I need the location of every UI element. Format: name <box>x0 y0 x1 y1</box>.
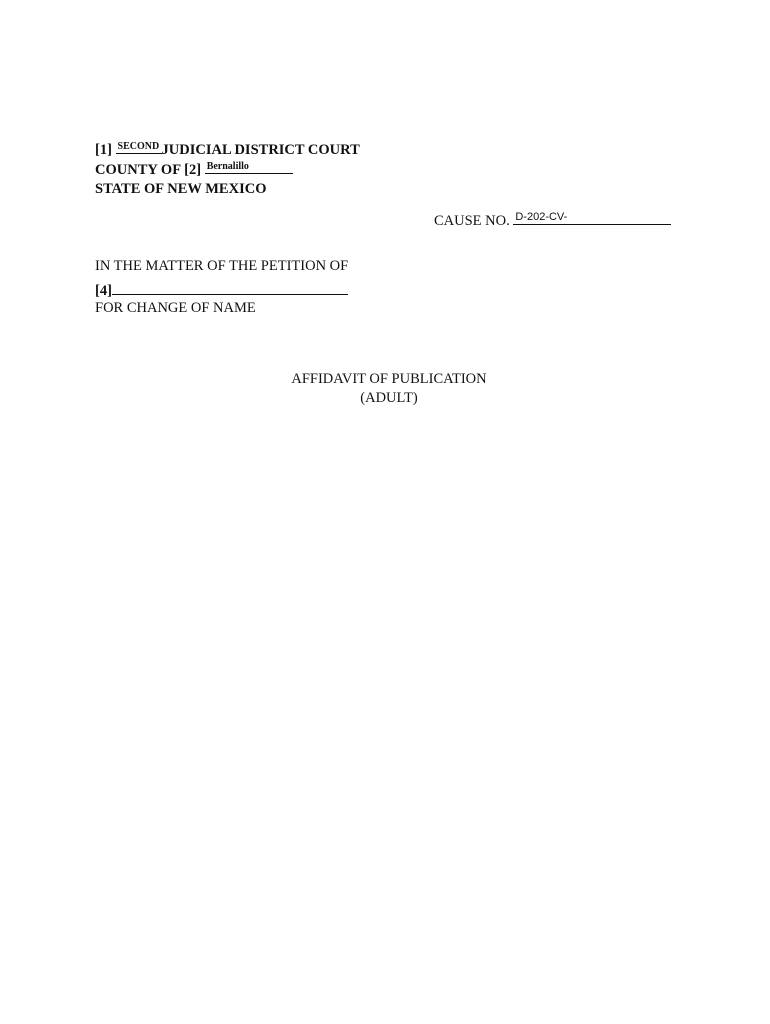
cause-label: CAUSE NO. <box>434 213 510 229</box>
cause-number-field[interactable] <box>513 211 671 225</box>
district-suffix: JUDICIAL DISTRICT COURT <box>161 142 360 158</box>
document-title: AFFIDAVIT OF PUBLICATION <box>291 371 487 387</box>
county-value: Bernalillo <box>206 161 249 172</box>
cause-number-value: D-202-CV- <box>515 211 568 223</box>
district-value: SECOND <box>117 141 160 152</box>
county-field[interactable] <box>205 160 293 174</box>
matter-intro: IN THE MATTER OF THE PETITION OF <box>95 258 349 274</box>
state-line: STATE OF NEW MEXICO <box>95 181 267 197</box>
purpose-line: FOR CHANGE OF NAME <box>95 300 256 316</box>
county-prefix: COUNTY OF [2] <box>95 162 202 178</box>
petitioner-name-field[interactable] <box>112 281 348 295</box>
cause-number-line <box>434 211 671 230</box>
judicial-district-line <box>95 140 360 159</box>
document-subtitle: (ADULT) <box>360 390 418 406</box>
district-field[interactable] <box>116 140 162 154</box>
petitioner-marker: [4] <box>95 283 112 299</box>
petitioner-line <box>95 281 348 300</box>
district-marker: [1] <box>95 142 112 158</box>
county-line <box>95 160 293 179</box>
